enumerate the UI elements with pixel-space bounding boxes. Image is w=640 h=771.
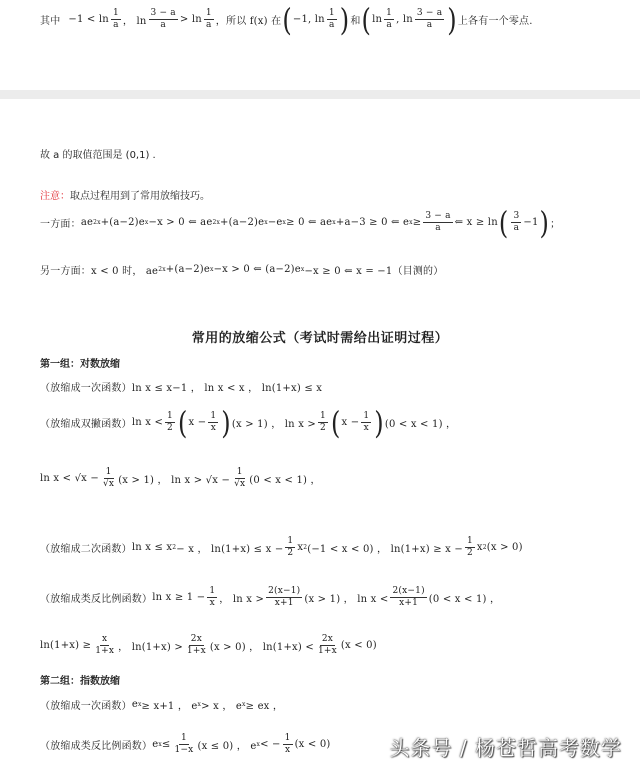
fraction: $\frac{1}{a}$ (386, 8, 393, 30)
fraction: $\frac{2(x-1)}{x+1}$ (392, 586, 425, 608)
log-quadratic-line: （放缩成二次函数） ln x ≤ x 2 − x ， ln(1+x) ≤ x − $\frac{1}{2}$ x 2 (−1 < x < 0) ， ln(1+x) ≥ x − $\frac{1}{2}$ x 2 (x > 0) (40, 536, 523, 558)
other-side-line: 另一方面： x < 0 时， ae 2x +(a−2)e x −x > 0 ⇐ (a−2)e x −x ≥ 0 ⇐ x = −1（目测的） (40, 264, 444, 277)
section-divider (0, 90, 640, 99)
log-inverse-line: （放缩成类反比例函数） ln x ≥ 1 − $\frac{1}{x}$ ， ln x > $\frac{2(x-1)}{x+1}$ (x > 1) ， ln x < $\frac{2(x-1)}{x+1}$ (0 < x < 1) ， (40, 586, 501, 608)
fraction: $\frac{1}{2}$ (167, 411, 173, 433)
fraction: $\frac{3 - a}{a}$ (416, 8, 443, 30)
fraction: $\frac{1}{x}$ (284, 733, 291, 755)
fraction: $\frac{1}{x}$ (210, 411, 217, 433)
one-side-line: 一方面： ae 2x +(a−2)e x −x > 0 ⇐ ae 2x +(a−2)e x −e x ≥ 0 ⇐ ae x +a−3 ≥ 0 ⇐ e x ≥ $\frac{3 - a}{a}$ ⇐ x ≥ ln ( $\frac{3}{a}$ −1 ) ； (40, 204, 561, 241)
fraction: $\frac{1}{2}$ (320, 411, 326, 433)
fraction: $\frac{1}{x}$ (209, 586, 216, 608)
note-label: 注意： (40, 191, 70, 202)
note-text: 取点过程用到了常用放缩技巧。 (70, 191, 210, 202)
fraction: $\frac{1}{a}$ (205, 8, 212, 30)
group2-title: 第二组：指数放缩 (40, 676, 120, 687)
watermark: 头条号 / 杨苍哲高考数学 (389, 736, 622, 760)
formulas-heading: 常用的放缩公式（考试时需给出证明过程） (191, 331, 449, 346)
exp-inverse-line: （放缩成类反比例函数） e x ≤ $\frac{1}{1-x}$ (x ≤ 0) ， e x < − $\frac{1}{x}$ (x < 0) (40, 733, 331, 755)
fraction: $\frac{1}{2}$ (466, 536, 473, 558)
main-card (0, 99, 640, 771)
log-inverse-line-2: ln(1+x) ≥ $\frac{x}{1+x}$ ， ln(1+x) > $\frac{2x}{1+x}$ (x > 0) ， ln(1+x) < $\frac{2x}{1+x}$ (x < 0) (40, 634, 377, 656)
top-card (0, 0, 640, 91)
conclusion-line: 故 a 的取值范围是 (0,1) . (40, 150, 156, 161)
exp-linear-line: （放缩成一次函数） e x ≥ x+1 ， e x > x ， e x ≥ ex ， (40, 699, 284, 712)
fraction: $\frac{1}{2}$ (287, 536, 294, 558)
fraction: $\frac{2x}{1+x}$ (186, 634, 206, 656)
zero-points-line: 其中 −1 < ln $\frac{1}{a}$ ， ln $\frac{3 - a}{a}$ > ln $\frac{1}{a}$ ，所以 f(x) 在 ( −1, ln $\frac{1}{a}$ ) 和 ( ln $\frac{1}{a}$ , ln $\frac{3 - a}{a}$ ) 上各有一个零点. (40, 1, 533, 38)
fraction: $\frac{x}{1+x}$ (95, 634, 115, 656)
fraction: $\frac{1}{a}$ (328, 8, 335, 30)
fraction: $\frac{1}{x}$ (363, 411, 370, 433)
fraction: $\frac{1}{1-x}$ (174, 733, 194, 755)
fraction: $\frac{3 - a}{a}$ (425, 211, 451, 233)
fraction: $\frac{2x}{1+x}$ (317, 634, 337, 656)
fraction: $\frac{2(x-1)}{x+1}$ (268, 586, 301, 608)
log-root-line: ln x < √x − $\frac{1}{√x}$ (x > 1) ， ln x > √x − $\frac{1}{√x}$ (0 < x < 1) ， (40, 467, 321, 489)
fraction: $\frac{1}{√x}$ (102, 467, 115, 489)
group1-title: 第一组：对数放缩 (40, 359, 120, 370)
fraction: $\frac{3}{a}$ (513, 211, 520, 233)
log-linear-line: （放缩成一次函数） ln x ≤ x−1 ， ln x < x ， ln(1+x) ≤ x (40, 383, 323, 394)
note-line (40, 187, 210, 202)
fraction: $\frac{1}{a}$ (112, 8, 119, 30)
fraction: $\frac{1}{√x}$ (234, 467, 246, 489)
log-hyper-line: （放缩成双撇函数） ln x < $\frac{1}{2}$ ( x − $\frac{1}{x}$ ) (x > 1) ， ln x > $\frac{1}{2}$ ( x − $\frac{1}{x}$ ) (0 < x < 1) ， (40, 404, 457, 441)
fraction: $\frac{3 - a}{a}$ (150, 8, 176, 30)
